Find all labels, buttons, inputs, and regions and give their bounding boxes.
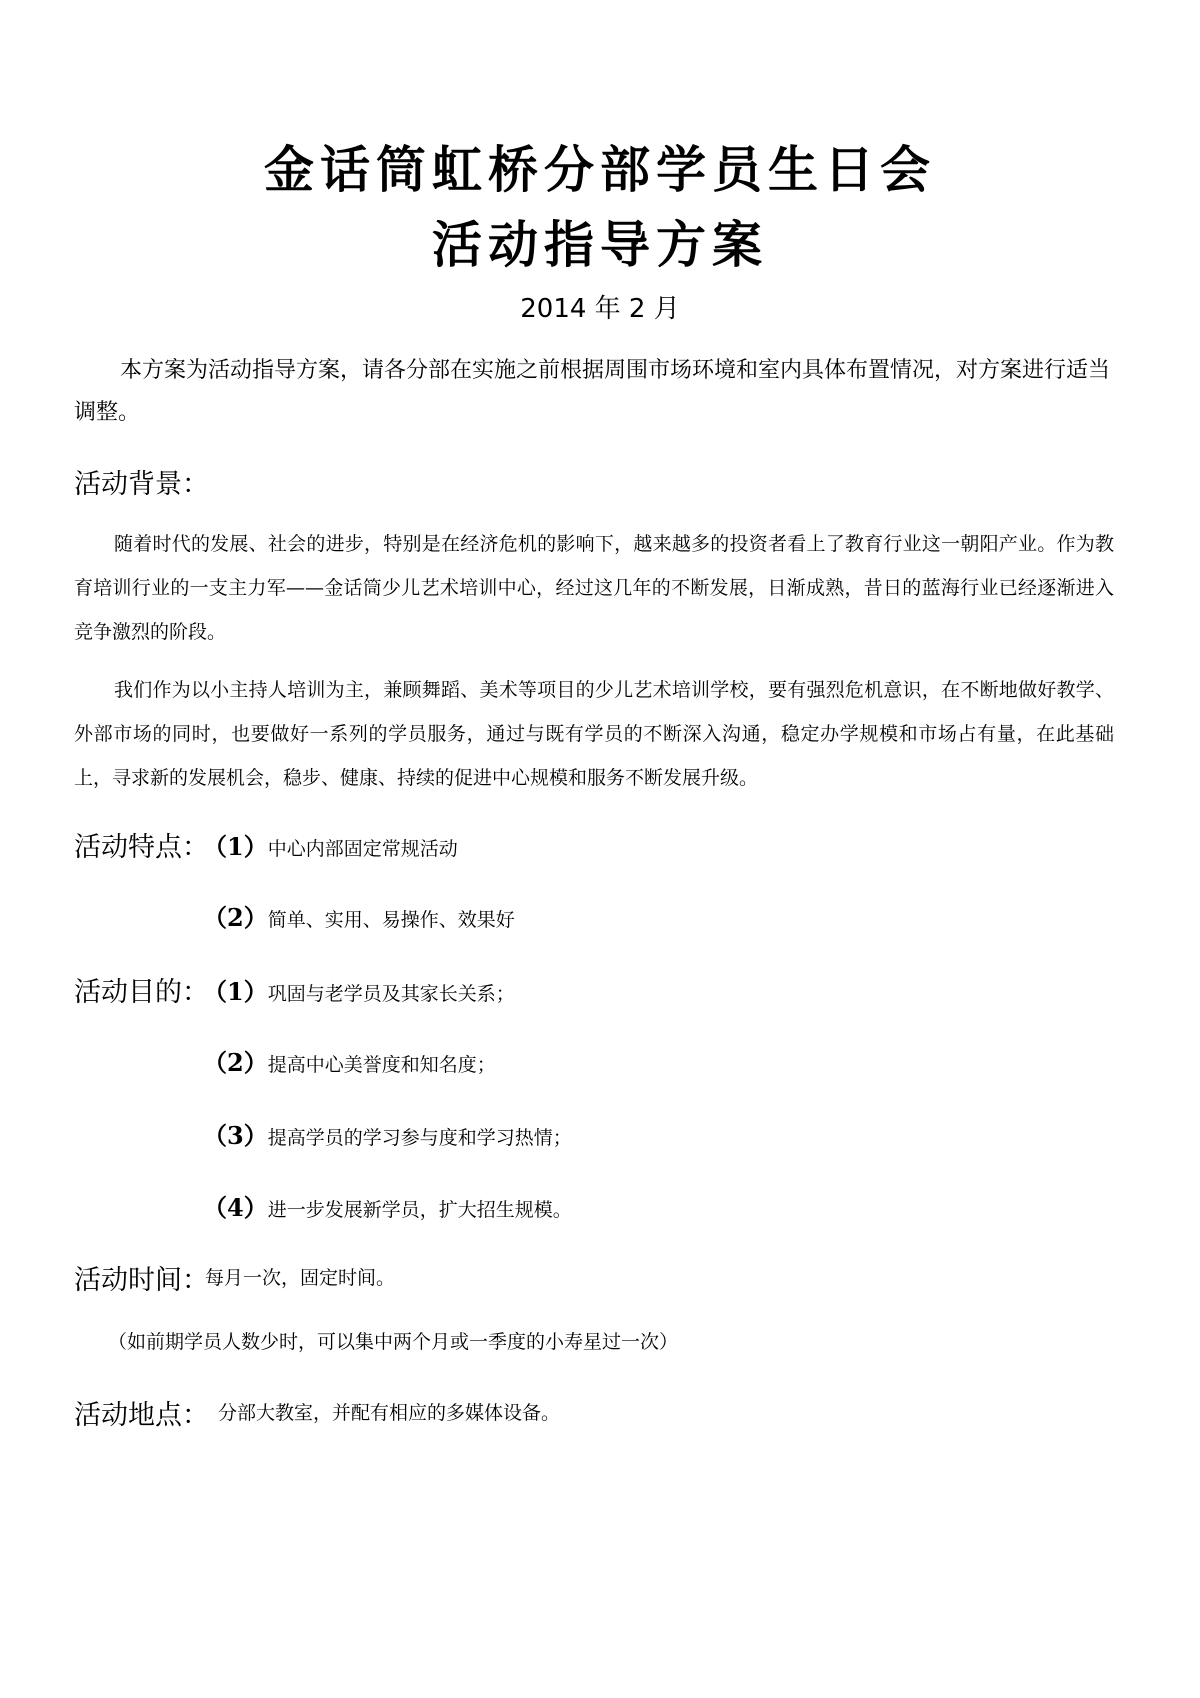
document-title-line1: 金话筒虹桥分部学员生日会 [264,141,936,199]
goals-item-text: 提高中心美誉度和知名度； [267,1054,496,1076]
features-item-text: 中心内部固定常规活动 [267,838,458,860]
goals-item-text: 进一步发展新学员，扩大招生规模。 [267,1199,572,1221]
goals-item-number: （2） [203,1048,268,1077]
document-title-line2: 活动指导方案 [432,216,768,274]
goals-item [203,972,515,1007]
goals-item-number: （4） [203,1193,268,1222]
goals-item-number: （1） [203,977,268,1006]
background-heading: 活动背景： [74,469,209,500]
goals-heading: 活动目的： [74,977,209,1008]
background-paragraph-2: 我们作为以小主持人培训为主，兼顾舞蹈、美术等项目的少儿艺术培训学校，要有强烈危机意识，在不断地做好教学、外部市场的同时，也要做好一系列的学员服务，通过与既有学员的不断深入沟通，稳定办学规模和市场占有量，在此基础上，寻求新的发展机会，稳步、健康、持续的促进中心规模和服务不断发展升级。 [74,679,1114,789]
document-date: 2014 年 2 月 [520,294,680,324]
intro-paragraph: 本方案为活动指导方案，请各分部在实施之前根据周围市场环境和室内具体布置情况，对方案进行适当调整。 [74,358,1111,425]
goals-item-text: 巩固与老学员及其家长关系； [267,983,515,1005]
features-item-number: （2） [203,903,268,932]
features-heading: 活动特点： [74,832,209,863]
time-heading: 活动时间： [74,1265,209,1296]
background-paragraph-1: 随着时代的发展、社会的进步，特别是在经济危机的影响下，越来越多的投资者看上了教育行业这一朝阳产业。作为教育培训行业的一支主力军——金话筒少儿艺术培训中心，经过这几年的不断发展，日渐成熟，昔日的蓝海行业已经逐渐进入竞争激烈的阶段。 [74,533,1114,643]
features-item [203,898,515,933]
location-text: 分部大教室，并配有相应的多媒体设备。 [218,1402,561,1424]
location-heading: 活动地点： [74,1400,209,1431]
features-item-number: （1） [203,832,268,861]
goals-item [203,1043,496,1078]
time-note: （如前期学员人数少时，可以集中两个月或一季度的小寿星过一次） [108,1331,679,1353]
goals-item-number: （3） [203,1121,268,1150]
features-item-text: 简单、实用、易操作、效果好 [267,909,515,931]
goals-item [203,1188,572,1223]
goals-item [203,1116,572,1151]
features-item [203,827,458,862]
goals-item-text: 提高学员的学习参与度和学习热情； [267,1127,572,1149]
time-text: 每月一次，固定时间。 [205,1267,396,1289]
